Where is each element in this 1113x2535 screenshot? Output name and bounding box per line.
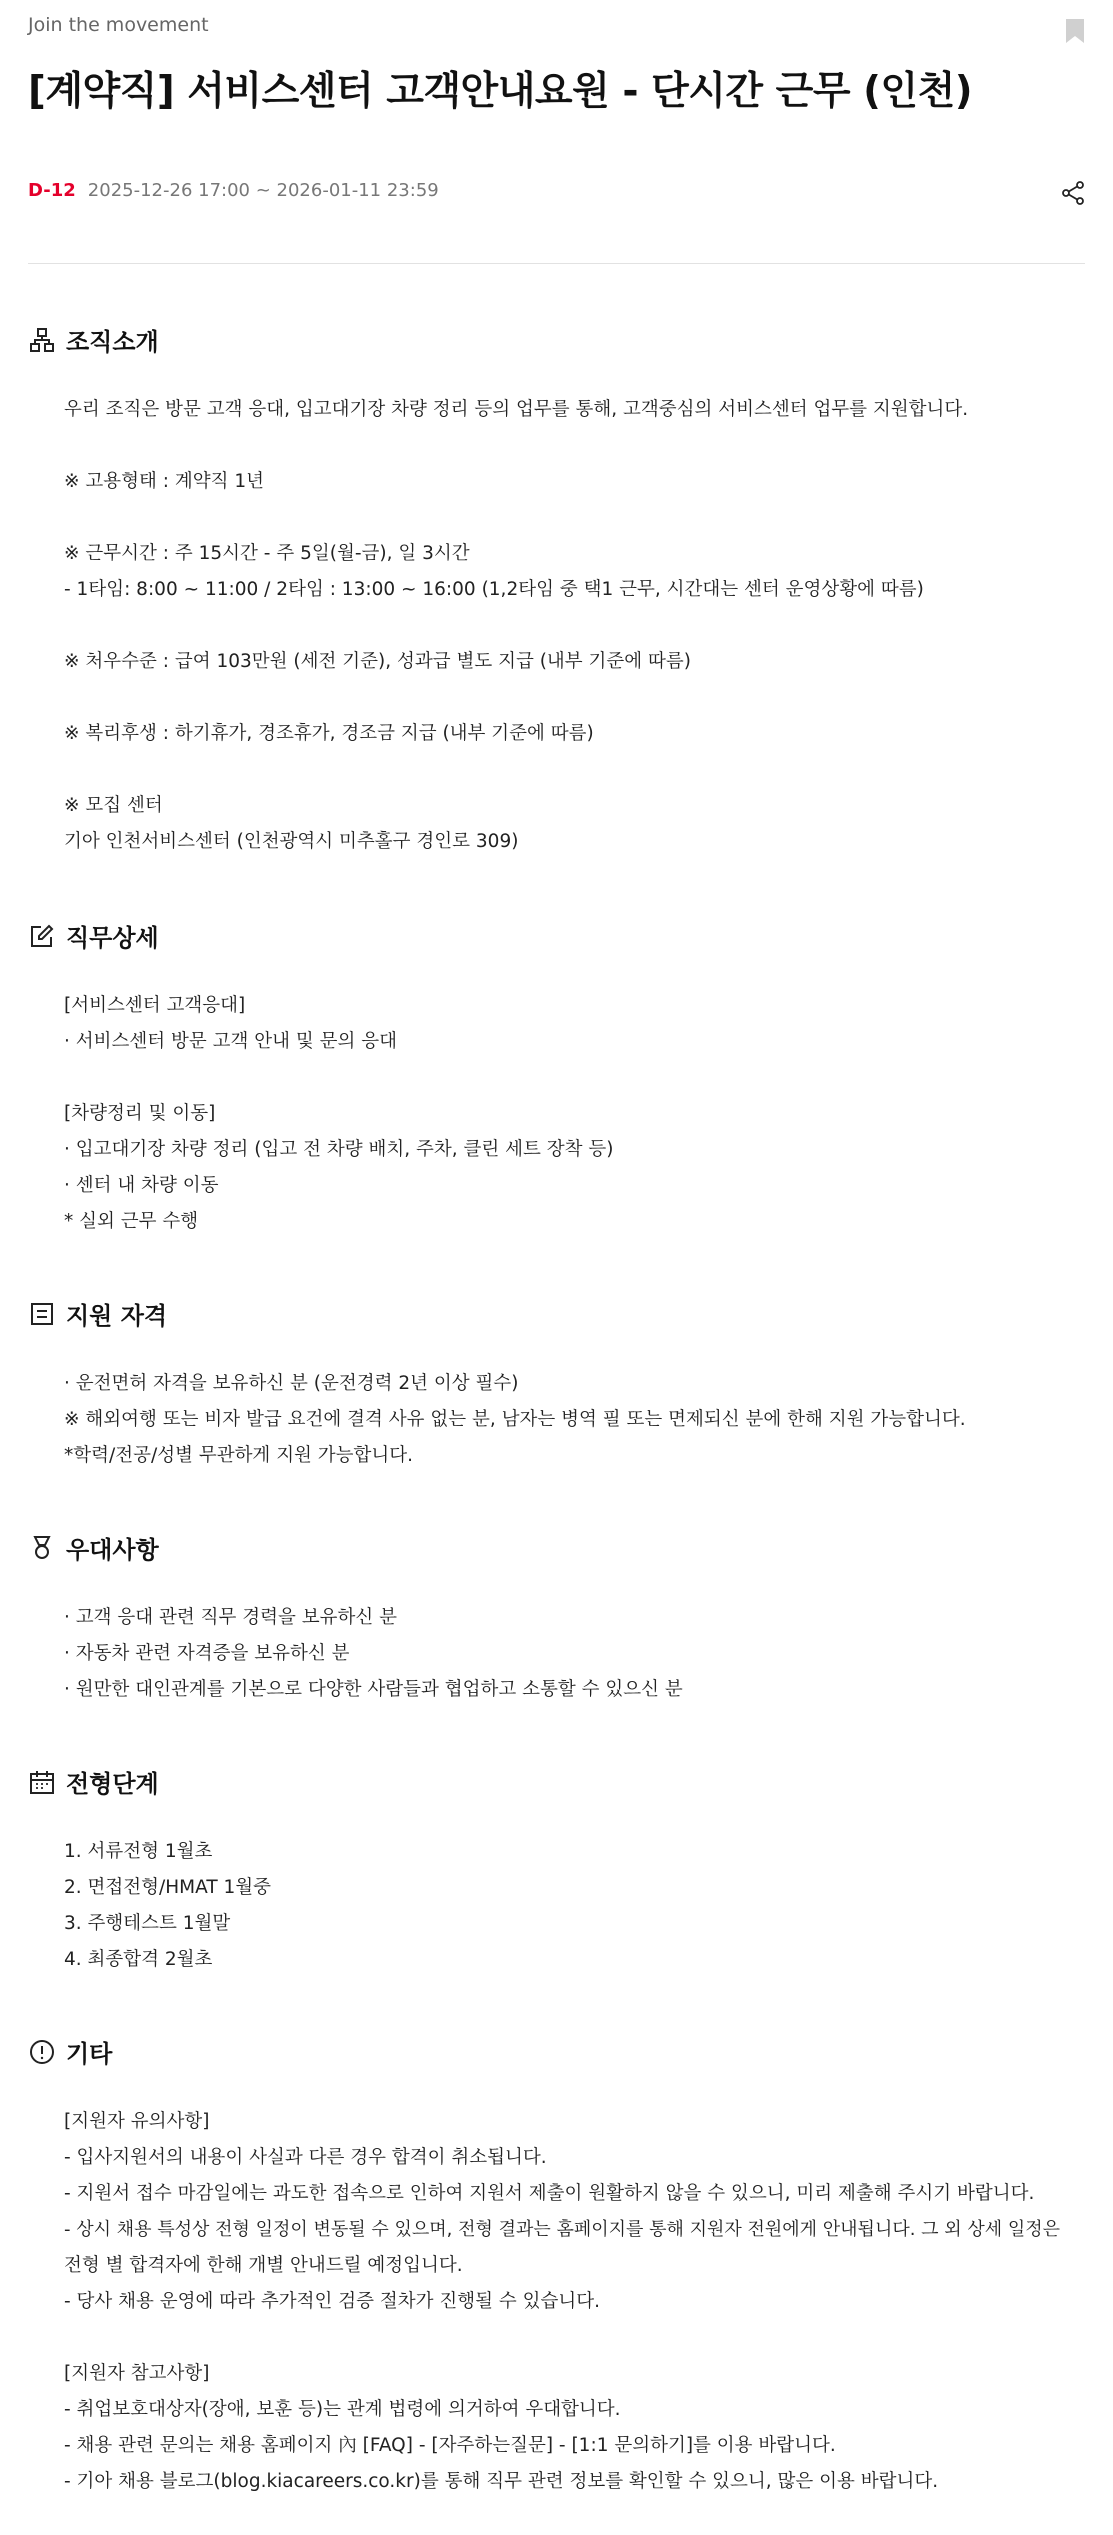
header-divider [28,263,1085,264]
pref-line: · 고객 응대 관련 직무 경력을 보유하신 분 [64,1607,397,1628]
org-line: ※ 복리후생 : 하기휴가, 경조휴가, 경조금 지급 (내부 기준에 따름) [64,723,594,744]
section-process-title: 전형단계 [66,1770,159,1798]
etc-line: - 지원서 접수 마감일에는 과도한 접속으로 인하여 지원서 제출이 원활하지 않을 수 있으니, 미리 제출해 주시기 바랍니다. [64,2183,1035,2204]
etc-line: - 취업보호대상자(장애, 보훈 등)는 관계 법령에 의거하여 우대합니다. [64,2399,621,2420]
section-etc-header [28,2034,112,2069]
duty-line: · 센터 내 차량 이동 [64,1175,219,1196]
duty-line: · 서비스센터 방문 고객 안내 및 문의 응대 [64,1031,397,1052]
section-org-header [28,322,159,357]
section-duty-header [28,918,159,953]
org-line: ※ 모집 센터 [64,795,163,816]
section-process-header [28,1764,159,1799]
etc-line: - 상시 채용 특성상 전형 일정이 변동될 수 있으며, 전형 결과는 홈페이지를 통해 지원자 전원에게 안내됩니다. 그 외 상세 일정은 [64,2219,1061,2240]
process-line: 3. 주행테스트 1월말 [64,1913,231,1934]
section-qual-header [28,1296,167,1331]
duty-line: · 입고대기장 차량 정리 (입고 전 차량 배치, 주차, 클린 세트 장착 등) [64,1139,614,1160]
qual-line: *학력/전공/성별 무관하게 지원 가능합니다. [64,1445,414,1466]
qual-line: ※ 해외여행 또는 비자 발급 요건에 결격 사유 없는 분, 남자는 병역 필 또는 면제되신 분에 한해 지원 가능합니다. [64,1409,966,1430]
org-line: 기아 인천서비스센터 (인천광역시 미추홀구 경인로 309) [64,831,519,852]
section-qual-title: 지원 자격 [66,1302,168,1330]
top-label: Join the movement [28,14,209,36]
qual-line: · 운전면허 자격을 보유하신 분 (운전경력 2년 이상 필수) [64,1373,519,1394]
section-pref-title: 우대사항 [66,1536,159,1564]
job-title: [계약직] 서비스센터 고객안내요원 - 단시간 근무 (인천) [28,69,973,114]
org-line: ※ 처우수준 : 급여 103만원 (세전 기준), 성과급 별도 지급 (내부 기준에 따름) [64,651,692,672]
posting-meta [28,180,439,201]
etc-line: - 채용 관련 문의는 채용 홈페이지 內 [FAQ] - [자주하는질문] - [1:1 문의하기]를 이용 바랍니다. [64,2435,836,2456]
process-line: 4. 최종합격 2월초 [64,1949,213,1970]
pref-line: · 원만한 대인관계를 기본으로 다양한 사람들과 협업하고 소통할 수 있으신 분 [64,1679,683,1700]
bookmark-icon[interactable] [1065,18,1085,44]
calendar-icon [28,1768,56,1796]
org-line: ※ 고용형태 : 계약직 1년 [64,471,264,492]
section-org-title: 조직소개 [66,328,159,356]
share-icon[interactable] [1061,180,1085,206]
medal-icon [28,1534,56,1562]
section-duty-title: 직무상세 [66,924,159,952]
org-line: 우리 조직은 방문 고객 응대, 입고대기장 차량 정리 등의 업무를 통해, 고객중심의 서비스센터 업무를 지원합니다. [64,399,969,420]
etc-line: [지원자 참고사항] [64,2363,210,2384]
etc-line: - 입사지원서의 내용이 사실과 다른 경우 합격이 취소됩니다. [64,2147,547,2168]
org-line: ※ 근무시간 : 주 15시간 - 주 5일(월-금), 일 3시간 [64,543,470,564]
edit-icon [28,922,56,950]
etc-line: - 당사 채용 운영에 따라 추가적인 검증 절차가 진행될 수 있습니다. [64,2291,601,2312]
org-chart-icon [28,326,56,354]
section-pref-header [28,1530,159,1565]
dday-badge: D-12 [28,180,76,201]
section-etc-title: 기타 [66,2040,113,2068]
org-line: - 1타임: 8:00 ~ 11:00 / 2타임 : 13:00 ~ 16:00 (1,2타임 중 택1 근무, 시간대는 센터 운영상황에 따름) [64,579,924,600]
info-icon [28,2038,56,2066]
duty-line: [서비스센터 고객응대] [64,995,246,1016]
etc-line: 전형 별 합격자에 한해 개별 안내드릴 예정입니다. [64,2255,463,2276]
etc-line: - 기아 채용 블로그(blog.kiacareers.co.kr)를 통해 직무 관련 정보를 확인할 수 있으니, 많은 이용 바랍니다. [64,2471,939,2492]
duty-line: * 실외 근무 수행 [64,1211,199,1232]
duty-line: [차량정리 및 이동] [64,1103,216,1124]
etc-line: [지원자 유의사항] [64,2111,210,2132]
document-icon [28,1300,56,1328]
application-period: 2025-12-26 17:00 ~ 2026-01-11 23:59 [87,180,439,201]
process-line: 1. 서류전형 1월초 [64,1841,213,1862]
process-line: 2. 면접전형/HMAT 1월중 [64,1877,272,1898]
pref-line: · 자동차 관련 자격증을 보유하신 분 [64,1643,350,1664]
